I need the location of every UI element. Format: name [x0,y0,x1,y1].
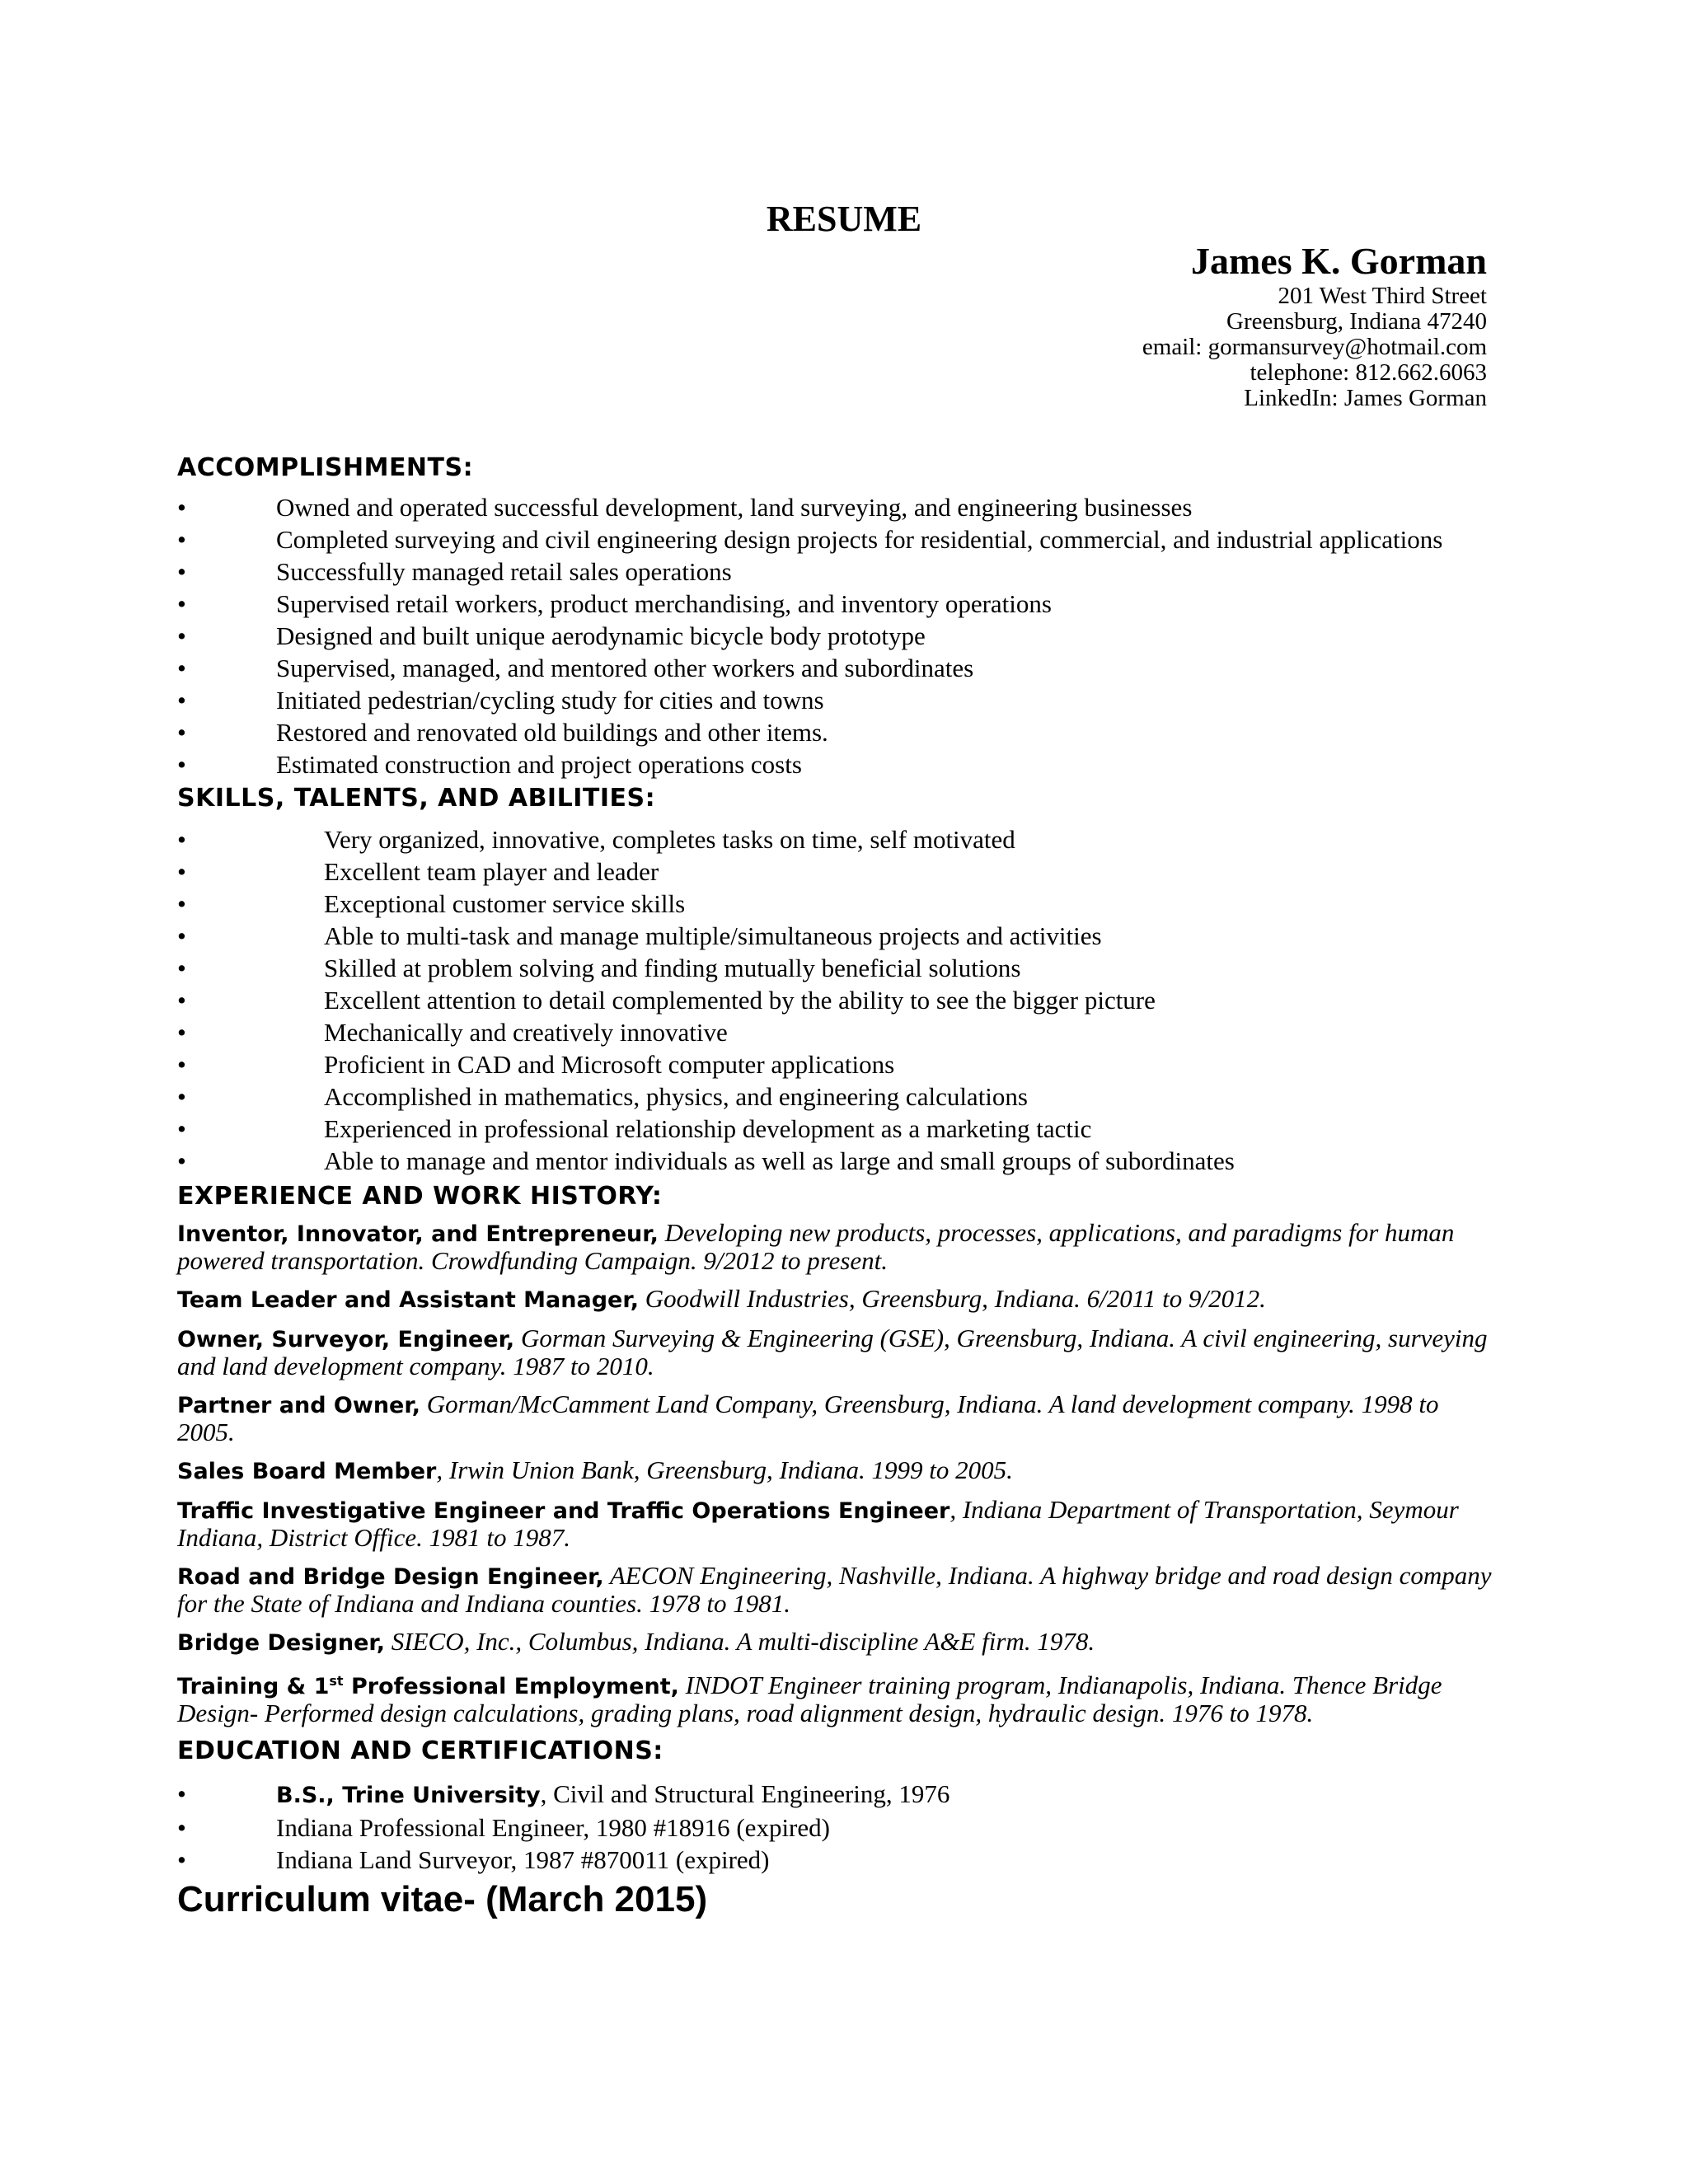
list-item [177,555,1496,588]
bullet-icon: • [177,1050,186,1079]
list-item [177,491,1496,523]
experience-entry [177,1497,1496,1551]
experience-entry [177,1668,1496,1727]
list-item [177,1844,1496,1876]
bullet-icon: • [177,954,186,982]
bullet-icon: • [177,825,186,854]
address-line-2: Greensburg, Indiana 47240 [1226,308,1487,335]
experience-list [177,1220,1496,1727]
job-title: Sales Board Member [177,1459,437,1484]
experience-entry [177,1629,1496,1657]
experience-entry [177,1563,1496,1617]
list-item [177,855,1496,888]
bullet-icon: • [177,889,186,918]
skill-text: Able to manage and mentor individuals as well as large and small groups of subordinates [324,1146,1235,1175]
accomplishments-heading: ACCOMPLISHMENTS: [177,453,474,482]
list-item [177,1811,1496,1844]
list-item [177,823,1496,855]
bullet-icon: • [177,686,186,715]
bullet-icon: • [177,857,186,886]
job-description: Gorman/McCamment Land Company, Greensburg, Indiana. A land development company. 1998 to 2005. [177,1390,1439,1446]
list-item [177,1113,1496,1145]
accomplishment-text: Completed surveying and civil engineering design projects for residential, commercial, and industrial applications [276,525,1443,554]
bullet-icon: • [177,750,186,779]
bullet-icon: • [177,589,186,618]
experience-entry [177,1286,1496,1314]
education-heading: EDUCATION AND CERTIFICATIONS: [177,1736,663,1765]
skill-text: Excellent attention to detail complemented by the ability to see the bigger picture [324,986,1156,1015]
skill-text: Skilled at problem solving and finding mutually beneficial solutions [324,954,1021,982]
skill-text: Experienced in professional relationship development as a marketing tactic [324,1114,1092,1143]
accomplishment-text: Successfully managed retail sales operations [276,557,732,586]
skills-list [177,823,1496,1177]
job-title: Team Leader and Assistant Manager, [177,1287,639,1313]
experience-heading: EXPERIENCE AND WORK HISTORY: [177,1182,663,1211]
job-title: Inventor, Innovator, and Entrepreneur, [177,1221,659,1247]
experience-entry [177,1325,1496,1380]
list-item [177,684,1496,716]
list-item [177,1016,1496,1048]
list-item [177,1145,1496,1177]
bullet-icon: • [177,1082,186,1111]
list-item [177,888,1496,920]
cv-footer: Curriculum vitae- (March 2015) [177,1879,708,1919]
list-item [177,920,1496,952]
experience-entry [177,1220,1496,1274]
skill-text: Excellent team player and leader [324,857,659,886]
accomplishments-list [177,491,1496,780]
accomplishment-text: Supervised, managed, and mentored other workers and subordinates [276,654,974,682]
job-title: Bridge Designer, [177,1630,386,1656]
degree: B.S., Trine University [276,1783,541,1808]
job-title-part: Training & 1 [177,1674,330,1699]
bullet-icon: • [177,986,186,1015]
document-title: RESUME [766,199,922,239]
skill-text: Accomplished in mathematics, physics, and engineering calculations [324,1082,1028,1111]
job-title: Partner and Owner, [177,1393,420,1418]
bullet-icon: • [177,718,186,747]
bullet-icon: • [177,654,186,682]
degree-detail: , Civil and Structural Engineering, 1976 [540,1779,950,1808]
resume-body [177,445,1496,1922]
certification-text: Indiana Professional Engineer, 1980 #18916 (expired) [276,1813,830,1842]
job-title: Owner, Surveyor, Engineer, [177,1327,515,1352]
bullet-icon: • [177,557,186,586]
applicant-name: James K. Gorman [1190,240,1487,282]
linkedin-line: LinkedIn: James Gorman [1244,385,1487,411]
bullet-icon: • [177,921,186,950]
experience-entry [177,1457,1496,1485]
address-line-1: 201 West Third Street [1278,283,1487,309]
bullet-icon: • [177,1813,186,1842]
email-line: email: gormansurvey@hotmail.com [1142,334,1487,360]
job-description: AECON Engineering, Nashville, Indiana. A highway bridge and road design company for the State of Indiana and Indiana counties. 1978 to 1981. [177,1561,1492,1618]
accomplishment-text: Supervised retail workers, product merchandising, and inventory operations [276,589,1052,618]
skill-text: Able to multi-task and manage multiple/simultaneous projects and activities [324,921,1102,950]
accomplishment-text: Restored and renovated old buildings and other items. [276,718,828,747]
experience-entry [177,1391,1496,1446]
job-description: Goodwill Industries, Greensburg, Indiana. 6/2011 to 9/2012. [638,1284,1266,1313]
list-item [177,984,1496,1016]
accomplishment-text: Initiated pedestrian/cycling study for cities and towns [276,686,824,715]
job-title-part: Professional Employment, [343,1674,679,1699]
list-item [177,652,1496,684]
certification-text: Indiana Land Surveyor, 1987 #870011 (expired) [276,1845,770,1874]
list-item [177,748,1496,780]
list-item [177,1048,1496,1080]
list-item [177,716,1496,748]
list-item [177,952,1496,984]
accomplishment-text: Estimated construction and project operations costs [276,750,802,779]
job-title: Traffic Investigative Engineer and Traffic Operations Engineer [177,1498,950,1524]
job-description: , Indiana Department of Transportation, Seymour Indiana, District Office. 1981 to 1987. [177,1495,1459,1552]
bullet-icon: • [177,1845,186,1874]
job-description: Developing new products, processes, applications, and paradigms for human powered transportation. Crowdfunding Campaign. 9/2012 to present. [177,1218,1455,1275]
bullet-icon: • [177,493,186,522]
skill-text: Very organized, innovative, completes tasks on time, self motivated [324,825,1015,854]
contact-block [1142,239,1487,411]
bullet-icon: • [177,1146,186,1175]
job-description: Gorman Surveying & Engineering (GSE), Greensburg, Indiana. A civil engineering, surveying and land development company. 1987 to 2010. [177,1324,1488,1380]
education-text [177,1778,1496,1811]
bullet-icon: • [177,621,186,650]
job-description: SIECO, Inc., Columbus, Indiana. A multi-discipline A&E firm. 1978. [385,1627,1095,1656]
skill-text: Proficient in CAD and Microsoft computer applications [324,1050,895,1079]
skill-text: Mechanically and creatively innovative [324,1018,728,1047]
accomplishment-text: Owned and operated successful development, land surveying, and engineering businesses [276,493,1193,522]
list-item [177,1080,1496,1113]
list-item [177,620,1496,652]
skill-text: Exceptional customer service skills [324,889,686,918]
accomplishment-text: Designed and built unique aerodynamic bicycle body prototype [276,621,926,650]
list-item [177,588,1496,620]
bullet-icon: • [177,1114,186,1143]
bullet-icon: • [177,525,186,554]
job-title: Road and Bridge Design Engineer, [177,1564,604,1590]
ordinal-suffix: st [329,1673,344,1689]
job-title [177,1674,679,1699]
skills-heading: SKILLS, TALENTS, AND ABILITIES: [177,784,656,813]
job-description: INDOT Engineer training program, Indianapolis, Indiana. Thence Bridge Design- Performed design calculations, grading plans, road alignment design, hydraulic design. 1976 to 1978. [177,1671,1442,1727]
list-item [177,523,1496,555]
list-item [177,1778,1496,1811]
telephone-line: telephone: 812.662.6063 [1250,359,1487,386]
job-description: , Irwin Union Bank, Greensburg, Indiana. 1999 to 2005. [436,1455,1013,1484]
bullet-icon: • [177,1018,186,1047]
education-list [177,1778,1496,1876]
bullet-icon: • [177,1779,186,1808]
